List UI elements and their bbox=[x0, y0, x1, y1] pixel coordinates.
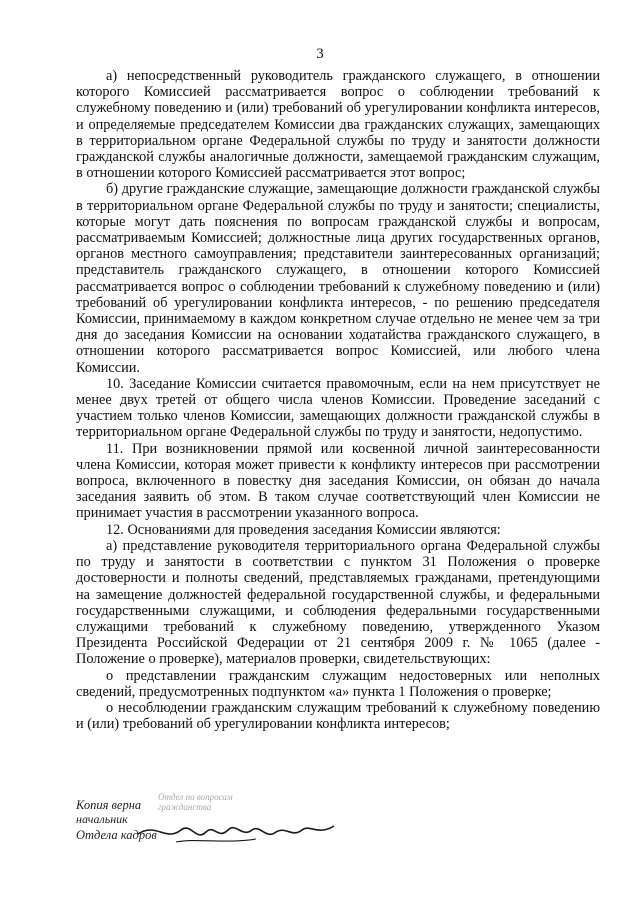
paragraph-10-quorum: 10. Заседание Комиссии считается правомочным, если на нем присутствует не менее двух третей от общего числа членов Комиссии. Проведение заседаний с участием только членов Комиссии, замещающих должности гражданской службы в территориальном органе Федеральной службы по труду и занятости, недопустимо. bbox=[76, 375, 600, 441]
certification-block bbox=[76, 790, 336, 850]
certified-copy-label: Копия верна bbox=[76, 798, 142, 812]
paragraph-non-compliance: о несоблюдении гражданским служащим требований к служебному поведению и (или) требований об урегулировании конфликта интересов; bbox=[76, 699, 600, 733]
signature-icon bbox=[136, 812, 336, 852]
paragraph-a-participants: а) непосредственный руководитель гражданского служащего, в отношении которого Комиссией рассматривается вопрос о соблюдении требований к служебному поведению и (или) требований об урегулировании конфликта интересов, и определяемые председателем Комиссии два гражданских служащих, замещающих в территориальном органе Федеральной службы по труду и занятости должности гражданской службы аналогичные должности, замещаемой гражданским служащим, в отношении которого Комиссией рассматривается этот вопрос; bbox=[76, 68, 600, 182]
document-body bbox=[76, 68, 600, 732]
paragraph-12-grounds: 12. Основаниями для проведения заседания Комиссии являются: bbox=[106, 521, 501, 538]
head-label: начальник bbox=[76, 812, 128, 826]
faint-stamp: Отдел по вопросам гражданства bbox=[158, 792, 233, 812]
paragraph-11-conflict: 11. При возникновении прямой или косвенной личной заинтересованности члена Комиссии, которая может привести к конфликту интересов при рассмотрении вопроса, включенного в повестку дня заседания Комиссии, он обязан до начала заседания заявить об этом. В таком случае соответствующий член Комиссии не принимает участия в рассмотрении указанного вопроса. bbox=[76, 440, 600, 522]
paragraph-12a-submission: а) представление руководителя территориального органа Федеральной службы по труду и занятости в соответствии с пунктом 31 Положения о проверке достоверности и полноты сведений, представляемых гражданами, претендующими на замещение должностей федеральной государственной службы, и федеральными государственными служащими, и соблюдения федеральными государственными служащими требований к служебному поведению, утвержденного Указом Президента Российской Федерации от 21 сентября 2009 г. № 1065 (далее - Положение о проверке), материалов проверки, свидетельствующих: bbox=[76, 537, 600, 668]
hr-department-label: Отдела кадров bbox=[76, 828, 157, 842]
paragraph-b-participants: б) другие гражданские служащие, замещающие должности гражданской службы в территориальном органе Федеральной службы по труду и занятости; специалисты, которые могут дать пояснения по вопросам гражданской службы и вопросам, рассматриваемым Комиссией; должностные лица других государственных органов, органов местного самоуправления; представители заинтересованных организаций; представитель гражданского служащего, в отношении которого Комиссией рассматривается вопрос о соблюдении требований к служебному поведению и (или) требований об урегулировании конфликта интересов, - по решению председателя Комиссии, принимаемому в каждом конкретном случае отдельно не менее чем за три дня до заседания Комиссии на основании ходатайства гражданского служащего, в отношении которого рассматривается вопрос Комиссией, или любого члена Комиссии. bbox=[76, 181, 600, 376]
page-number: 3 bbox=[316, 46, 324, 62]
paragraph-false-info: о представлении гражданским служащим недостоверных или неполных сведений, предусмотренных подпунктом «а» пункта 1 Положения о проверке; bbox=[76, 667, 600, 700]
